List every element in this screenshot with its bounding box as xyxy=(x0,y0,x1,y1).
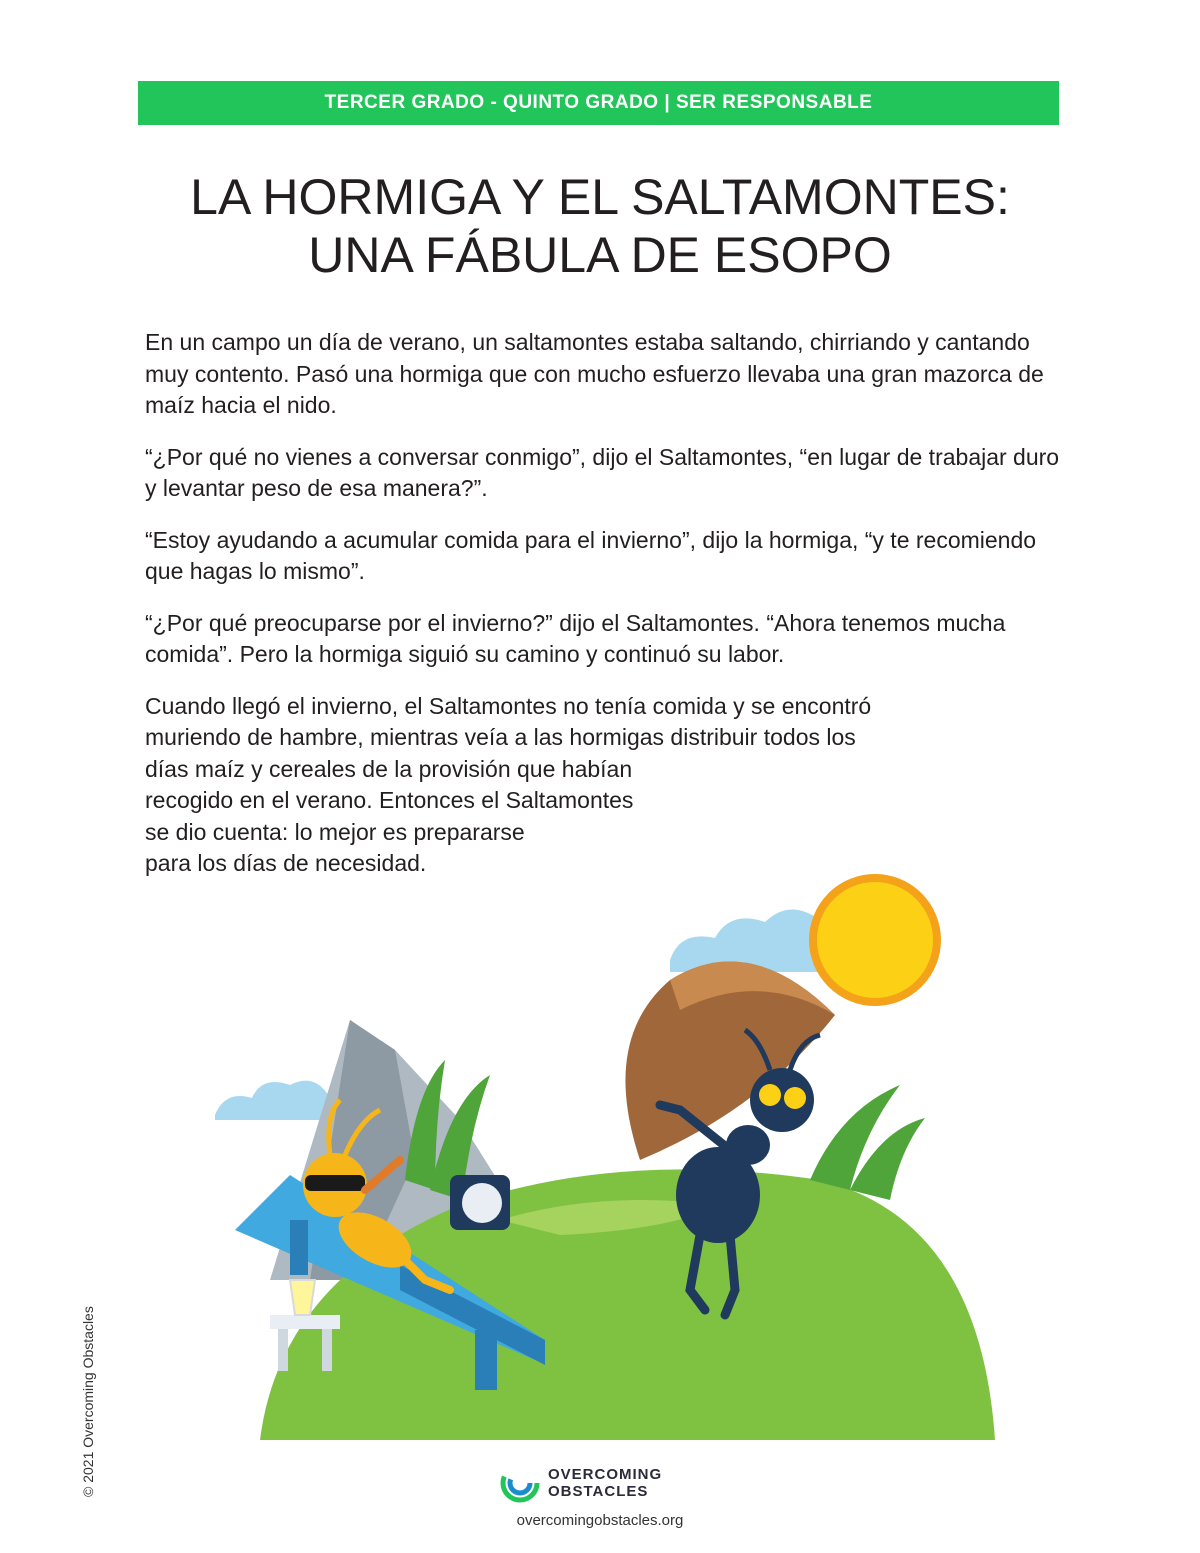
fable-illustration xyxy=(200,860,1000,1440)
copyright-notice: © 2021 Overcoming Obstacles xyxy=(80,1306,96,1497)
story-p5-line: muriendo de hambre, mientras veía a las hormigas distribuir todos los xyxy=(145,724,856,750)
website-link[interactable]: overcomingobstacles.org xyxy=(516,1512,684,1529)
brand-logo[interactable] xyxy=(500,1458,720,1508)
story-paragraph-1: En un campo un día de verano, un saltamontes estaba saltando, chirriando y cantando muy contento. Pasó una hormiga que con mucho esfuerzo llevaba una gran mazorca de maíz hacia el nido. xyxy=(145,329,1044,418)
story-p5-line: para los días de necesidad. xyxy=(145,850,427,876)
story-paragraph-2: “¿Por qué no vienes a conversar conmigo”, dijo el Saltamontes, “en lugar de trabajar duro y levantar peso de esa manera?”. xyxy=(145,443,1060,501)
title-line-1: LA HORMIGA Y EL SALTAMONTES: xyxy=(190,169,1010,225)
story-paragraph-3: “Estoy ayudando a acumular comida para el invierno”, dijo la hormiga, “y te recomiendo que hagas lo mismo”. xyxy=(145,526,1037,584)
story-paragraph-5 xyxy=(145,691,1075,880)
story-p5-line: se dio cuenta: lo mejor es prepararse xyxy=(145,818,525,845)
page-title xyxy=(0,168,1200,284)
title-line-2: UNA FÁBULA DE ESOPO xyxy=(308,227,892,283)
logo-line-1: OVERCOMING xyxy=(548,1466,663,1483)
speaker xyxy=(450,1175,510,1230)
story-paragraph-4: “¿Por qué preocuparse por el invierno?” dijo el Saltamontes. “Ahora tenemos mucha comida”. Pero la hormiga siguió su camino y continuó su labor. xyxy=(145,609,1006,667)
sun xyxy=(813,878,937,1002)
grade-banner: TERCER GRADO - QUINTO GRADO | SER RESPONSABLE xyxy=(138,81,1059,125)
story-p5-line: recogido en el verano. Entonces el Saltamontes xyxy=(145,787,634,813)
story-p5-line: días maíz y cereales de la provisión que habían xyxy=(145,755,633,782)
logo-line-2: OBSTACLES xyxy=(548,1483,649,1500)
corn-cob xyxy=(625,961,835,1160)
story-p5-line: Cuando llegó el invierno, el Saltamontes no tenía comida y se encontró xyxy=(145,692,872,719)
logo-wordmark xyxy=(548,1466,662,1500)
spiral-logo-icon xyxy=(500,1463,540,1503)
story-body xyxy=(145,327,1075,900)
